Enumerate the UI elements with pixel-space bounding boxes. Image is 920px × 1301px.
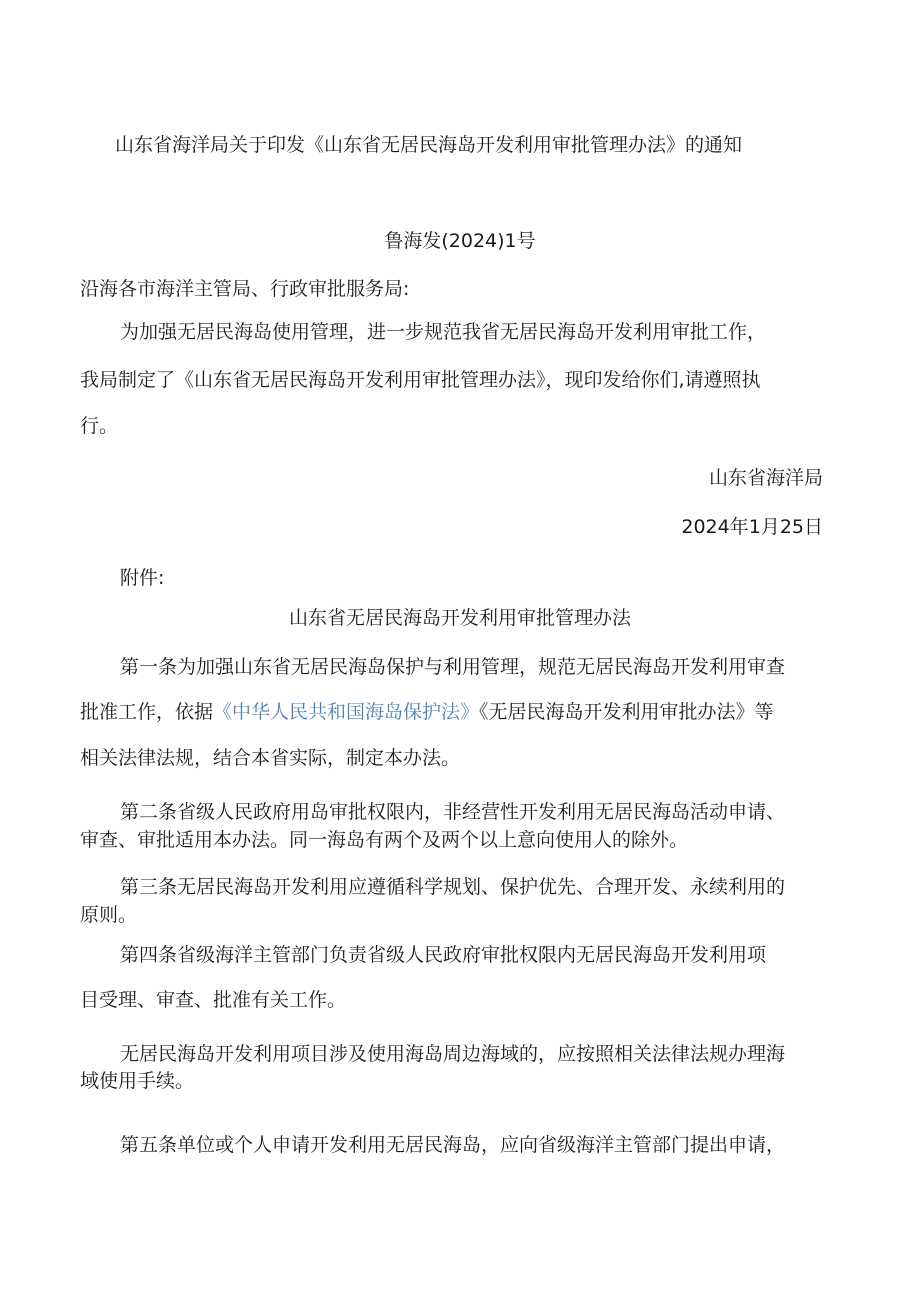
addressee: 沿海各市海洋主管局、行政审批服务局: [80,278,410,300]
signature-organization: 山东省海洋局 [708,467,823,489]
article-3-line: 第三条无居民海岛开发利用应遵循科学规划、保护优先、合理开发、永续利用的 [120,876,786,898]
article-1-line [80,700,774,724]
intro-paragraph-line: 我局制定了《山东省无居民海岛开发利用审批管理办法》，现印发给你们,请遵照执 [80,369,761,391]
article-1-text: 《无居民海岛开发利用审批办法》等 [479,701,774,723]
attachment-label: 附件: [120,567,165,589]
attachment-title: 山东省无居民海岛开发利用审批管理办法 [288,607,631,629]
intro-paragraph-line: 行。 [80,415,119,437]
article-3-line: 原则。 [80,904,138,926]
article-1-text: 批准工作，依据 [80,701,214,723]
document-number: 鲁海发(2024)1号 [384,230,536,252]
article-2-line: 审查、审批适用本办法。同一海岛有两个及两个以上意向使用人的除外。 [80,829,689,851]
article-4-supplement-line: 无居民海岛开发利用项目涉及使用海岛周边海域的，应按照相关法律法规办理海 [120,1043,786,1065]
signature-date: 2024年1月25日 [681,516,823,538]
article-1-line: 相关法律法规，结合本省实际，制定本办法。 [80,747,461,769]
intro-paragraph-line: 为加强无居民海岛使用管理，进一步规范我省无居民海岛开发利用审批工作， [120,321,767,343]
article-1-line: 第一条为加强山东省无居民海岛保护与利用管理，规范无居民海岛开发利用审查 [120,656,786,678]
article-4-supplement-line: 域使用手续。 [80,1070,195,1092]
law-reference-link[interactable]: 《中华人民共和国海岛保护法》 [213,701,480,723]
article-4-line: 目受理、审查、批准有关工作。 [80,989,347,1011]
article-4-line: 第四条省级海洋主管部门负责省级人民政府审批权限内无居民海岛开发利用项 [120,944,767,966]
notice-title: 山东省海洋局关于印发《山东省无居民海岛开发利用审批管理办法》的通知 [115,134,743,156]
article-2-line: 第二条省级人民政府用岛审批权限内，非经营性开发利用无居民海岛活动申请、 [120,801,786,823]
article-5-line: 第五条单位或个人申请开发利用无居民海岛，应向省级海洋主管部门提出申请， [120,1134,786,1156]
